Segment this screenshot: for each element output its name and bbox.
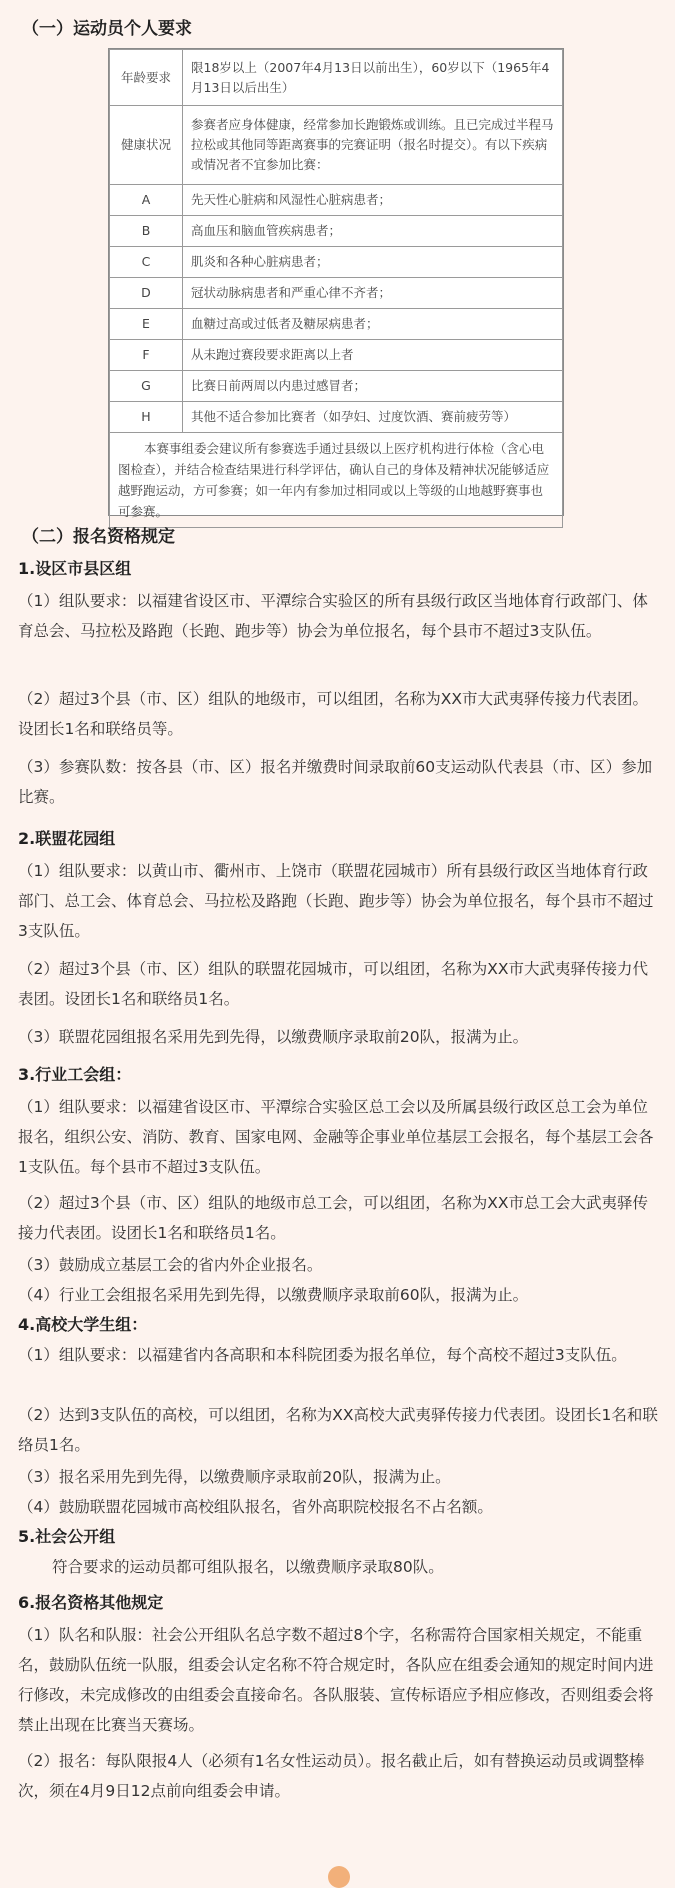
rule-paragraph: （4）行业工会组报名采用先到先得，以缴费顺序录取前60队，报满为止。: [18, 1286, 529, 1304]
section2-title: （二）报名资格规定: [22, 527, 175, 547]
condition-code: G: [110, 371, 183, 402]
rule-paragraph: （1）队名和队服：社会公开组队名总字数不超过8个字，名称需符合国家相关规定，不能重名，鼓励队伍统一队服，组委会认定名称不符合规定时，各队应在组委会通知的规定时间内进行修改，未完成修改的由组委会直接命名。各队服装、宣传标语应予相应修改，否则组委会将禁止出现在比赛当天赛场。: [18, 1626, 654, 1734]
health-label: 健康状况: [110, 106, 183, 185]
requirements-table: [108, 48, 564, 519]
table-row: [110, 278, 563, 309]
table-row: [110, 216, 563, 247]
condition-code: F: [110, 340, 183, 371]
rule-paragraph: （2）超过3个县（市、区）组队的地级市总工会，可以组团，名称为XX市总工会大武夷驿传接力代表团。设团长1名和联络员1名。: [18, 1194, 648, 1242]
condition-code: C: [110, 247, 183, 278]
rule-paragraph: （2）报名：每队限报4人（必须有1名女性运动员）。报名截止后，如有替换运动员或调整棒次，须在4月9日12点前向组委会申请。: [18, 1752, 645, 1800]
group-title-public: 5.社会公开组: [18, 1527, 116, 1546]
condition-text: 其他不适合参加比赛者（如孕妇、过度饮酒、赛前疲劳等）: [183, 402, 563, 433]
table-row: [110, 247, 563, 278]
rule-paragraph: （3）参赛队数：按各县（市、区）报名并缴费时间录取前60支运动队代表县（市、区）参加比赛。: [18, 758, 653, 806]
rule-paragraph: （2）超过3个县（市、区）组队的联盟花园城市，可以组团，名称为XX市大武夷驿传接力代表团。设团长1名和联络员1名。: [18, 960, 648, 1008]
condition-code: D: [110, 278, 183, 309]
table-row: [110, 185, 563, 216]
group-title-university: 4.高校大学生组：: [18, 1315, 148, 1334]
condition-text: 比赛日前两周以内患过感冒者；: [183, 371, 563, 402]
rule-paragraph: 符合要求的运动员都可组队报名，以缴费顺序录取80队。: [52, 1558, 444, 1576]
rule-paragraph: （2）达到3支队伍的高校，可以组团，名称为XX高校大武夷驿传接力代表团。设团长1名和联络员1名。: [18, 1406, 658, 1454]
section1-title: （一）运动员个人要求: [22, 19, 192, 39]
condition-text: 先天性心脏病和风湿性心脏病患者；: [183, 185, 563, 216]
table-row: [110, 340, 563, 371]
age-value: 限18岁以上（2007年4月13日以前出生），60岁以下（1965年4月13日以后出生）: [183, 50, 563, 106]
table-row-health: [110, 106, 563, 185]
condition-code: A: [110, 185, 183, 216]
table-row-note: [110, 433, 563, 528]
condition-text: 从未跑过赛段要求距离以上者: [183, 340, 563, 371]
condition-code: B: [110, 216, 183, 247]
rule-paragraph: （3）联盟花园组报名采用先到先得，以缴费顺序录取前20队，报满为止。: [18, 1028, 529, 1046]
condition-text: 高血压和脑血管疾病患者；: [183, 216, 563, 247]
medical-note: 本赛事组委会建议所有参赛选手通过县级以上医疗机构进行体检（含心电图检查），并结合检查结果进行科学评估，确认自己的身体及精神状况能够适应越野跑运动，方可参赛；如一年内有参加过相同或以上等级的山地越野赛事也可参赛。: [110, 433, 563, 528]
health-value: 参赛者应身体健康，经常参加长跑锻炼或训练。且已完成过半程马拉松或其他同等距离赛事的完赛证明（报名时提交）。有以下疾病或情况者不宜参加比赛：: [183, 106, 563, 185]
rule-paragraph: （4）鼓励联盟花园城市高校组队报名，省外高职院校报名不占名额。: [18, 1498, 493, 1516]
group-title-other: 6.报名资格其他规定: [18, 1593, 164, 1612]
rule-paragraph: （1）组队要求：以福建省设区市、平潭综合实验区的所有县级行政区当地体育行政部门、体育总会、马拉松及路跑（长跑、跑步等）协会为单位报名，每个县市不超过3支队伍。: [18, 592, 648, 640]
age-label: 年龄要求: [110, 50, 183, 106]
condition-text: 血糖过高或过低者及糖尿病患者；: [183, 309, 563, 340]
decorative-flower-icon: [328, 1866, 350, 1888]
table-row: [110, 402, 563, 433]
condition-code: H: [110, 402, 183, 433]
condition-code: E: [110, 309, 183, 340]
group-title-union: 3.行业工会组：: [18, 1065, 132, 1084]
table-row: [110, 371, 563, 402]
condition-text: 肌炎和各种心脏病患者；: [183, 247, 563, 278]
group-title-alliance: 2.联盟花园组: [18, 829, 116, 848]
rule-paragraph: （1）组队要求：以黄山市、衢州市、上饶市（联盟花园城市）所有县级行政区当地体育行政部门、总工会、体育总会、马拉松及路跑（长跑、跑步等）协会为单位报名，每个县市不超过3支队伍。: [18, 862, 654, 940]
rule-paragraph: （2）超过3个县（市、区）组队的地级市，可以组团，名称为XX市大武夷驿传接力代表团。设团长1名和联络员等。: [18, 690, 648, 738]
condition-text: 冠状动脉病患者和严重心律不齐者；: [183, 278, 563, 309]
table-row: [110, 309, 563, 340]
rule-paragraph: （1）组队要求：以福建省内各高职和本科院团委为报名单位，每个高校不超过3支队伍。: [18, 1346, 627, 1364]
group-title-county: 1.设区市县区组: [18, 559, 132, 578]
rule-paragraph: （3）报名采用先到先得，以缴费顺序录取前20队，报满为止。: [18, 1468, 451, 1486]
rule-paragraph: （3）鼓励成立基层工会的省内外企业报名。: [18, 1256, 323, 1274]
rule-paragraph: （1）组队要求：以福建省设区市、平潭综合实验区总工会以及所属县级行政区总工会为单位报名，组织公安、消防、教育、国家电网、金融等企事业单位基层工会报名，每个基层工会各1支队伍。每个县市不超过3支队伍。: [18, 1098, 654, 1176]
table-row-age: [110, 50, 563, 106]
